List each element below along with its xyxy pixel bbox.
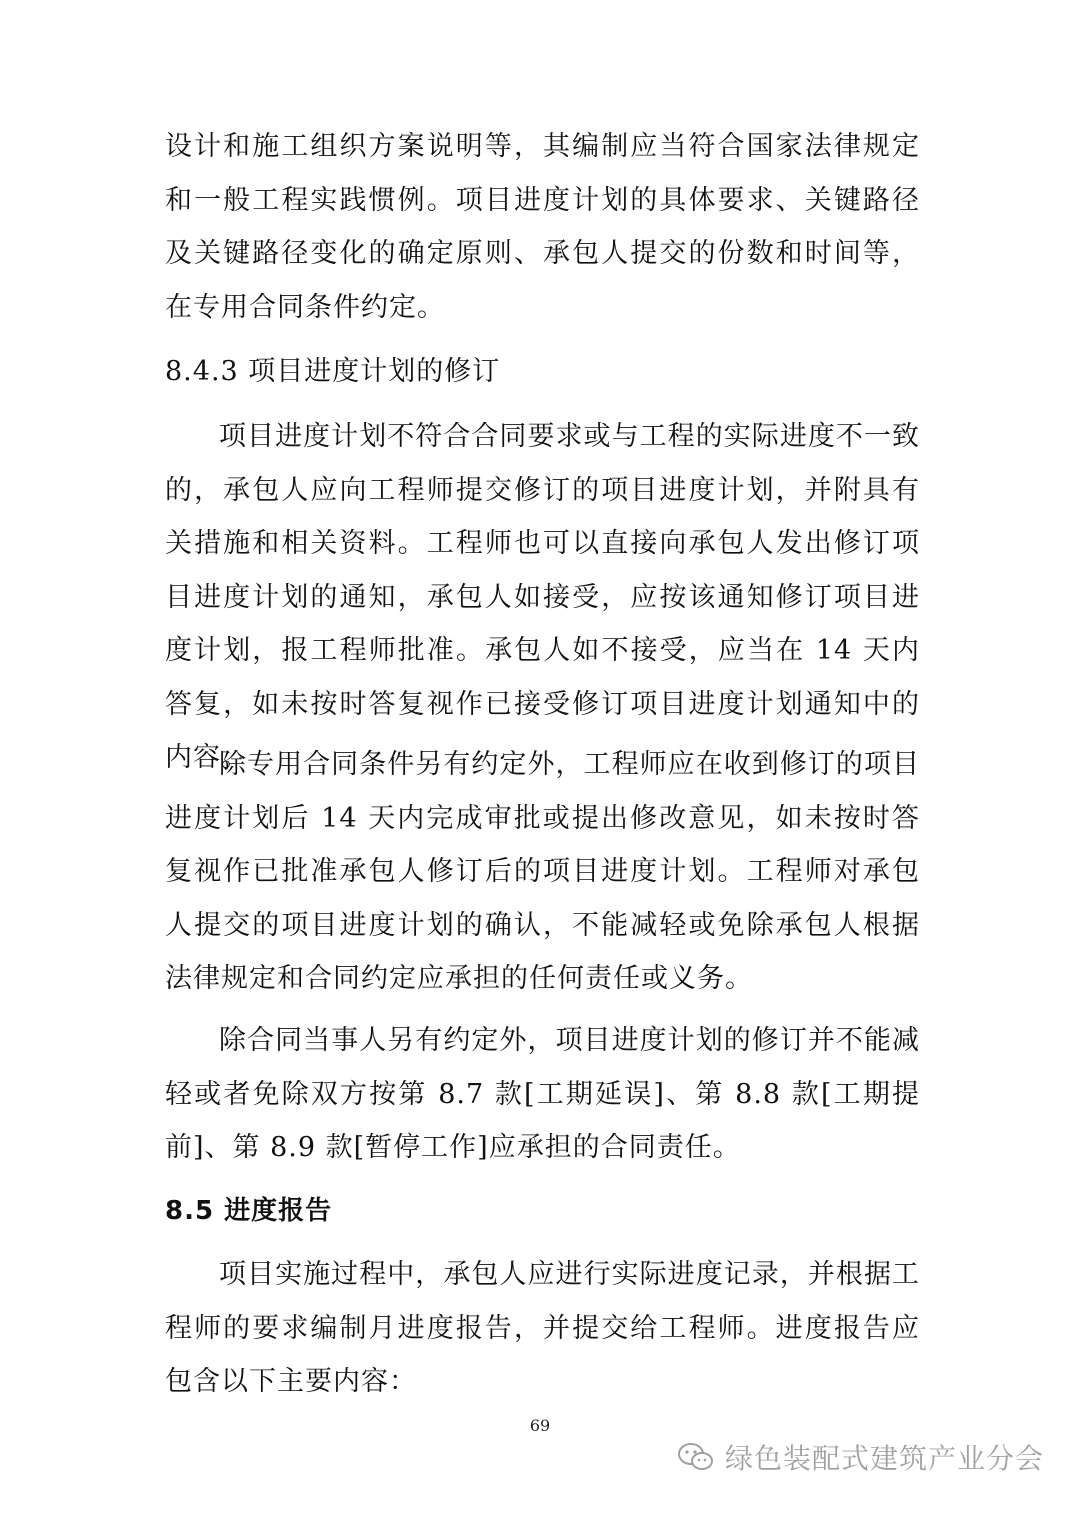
page-number: 69 bbox=[529, 1416, 551, 1435]
wechat-icon bbox=[677, 1441, 715, 1473]
watermark-text: 绿色装配式建筑产业分会 bbox=[724, 1442, 1044, 1475]
paragraph-review-approval: 除专用合同条件另有约定外，工程师应在收到修订的项目进度计划后 14 天内完成审批或提出修改意见，如未按时答复视作已批准承包人修订后的项目进度计划。工程师对承包人提交的项目进度计划的确认，不能减轻或免除承包人根据法律规定和合同约定应承担的任何责任或义务。 bbox=[165, 749, 920, 994]
watermark bbox=[677, 1432, 1044, 1482]
paragraph-revision-requirement: 项目进度计划不符合合同要求或与工程的实际进度不一致的，承包人应向工程师提交修订的项目进度计划，并附具有关措施和相关资料。工程师也可以直接向承包人发出修订项目进度计划的通知，承包人如接受，应按该通知修订项目进度计划，报工程师批准。承包人如不接受，应当在 14 天内答复，如未按时答复视作已接受修订项目进度计划通知中的内容。 bbox=[165, 421, 920, 773]
paragraph-continuation: 设计和施工组织方案说明等，其编制应当符合国家法律规定和一般工程实践惯例。项目进度计划的具体要求、关键路径及关键路径变化的确定原则、承包人提交的份数和时间等，在专用合同条件约定。 bbox=[165, 131, 920, 323]
paragraph-responsibility: 除合同当事人另有约定外，项目进度计划的修订并不能减轻或者免除双方按第 8.7 款[工期延误]、第 8.8 款[工期提前]、第 8.9 款[暂停工作]应承担的合同责任。 bbox=[165, 1025, 920, 1163]
section-heading-8-5: 8.5 进度报告 bbox=[165, 1196, 333, 1226]
paragraph-progress-report: 项目实施过程中，承包人应进行实际进度记录，并根据工程师的要求编制月进度报告，并提交给工程师。进度报告应包含以下主要内容： bbox=[165, 1259, 920, 1397]
section-heading-8-4-3: 8.4.3 项目进度计划的修订 bbox=[165, 356, 501, 387]
